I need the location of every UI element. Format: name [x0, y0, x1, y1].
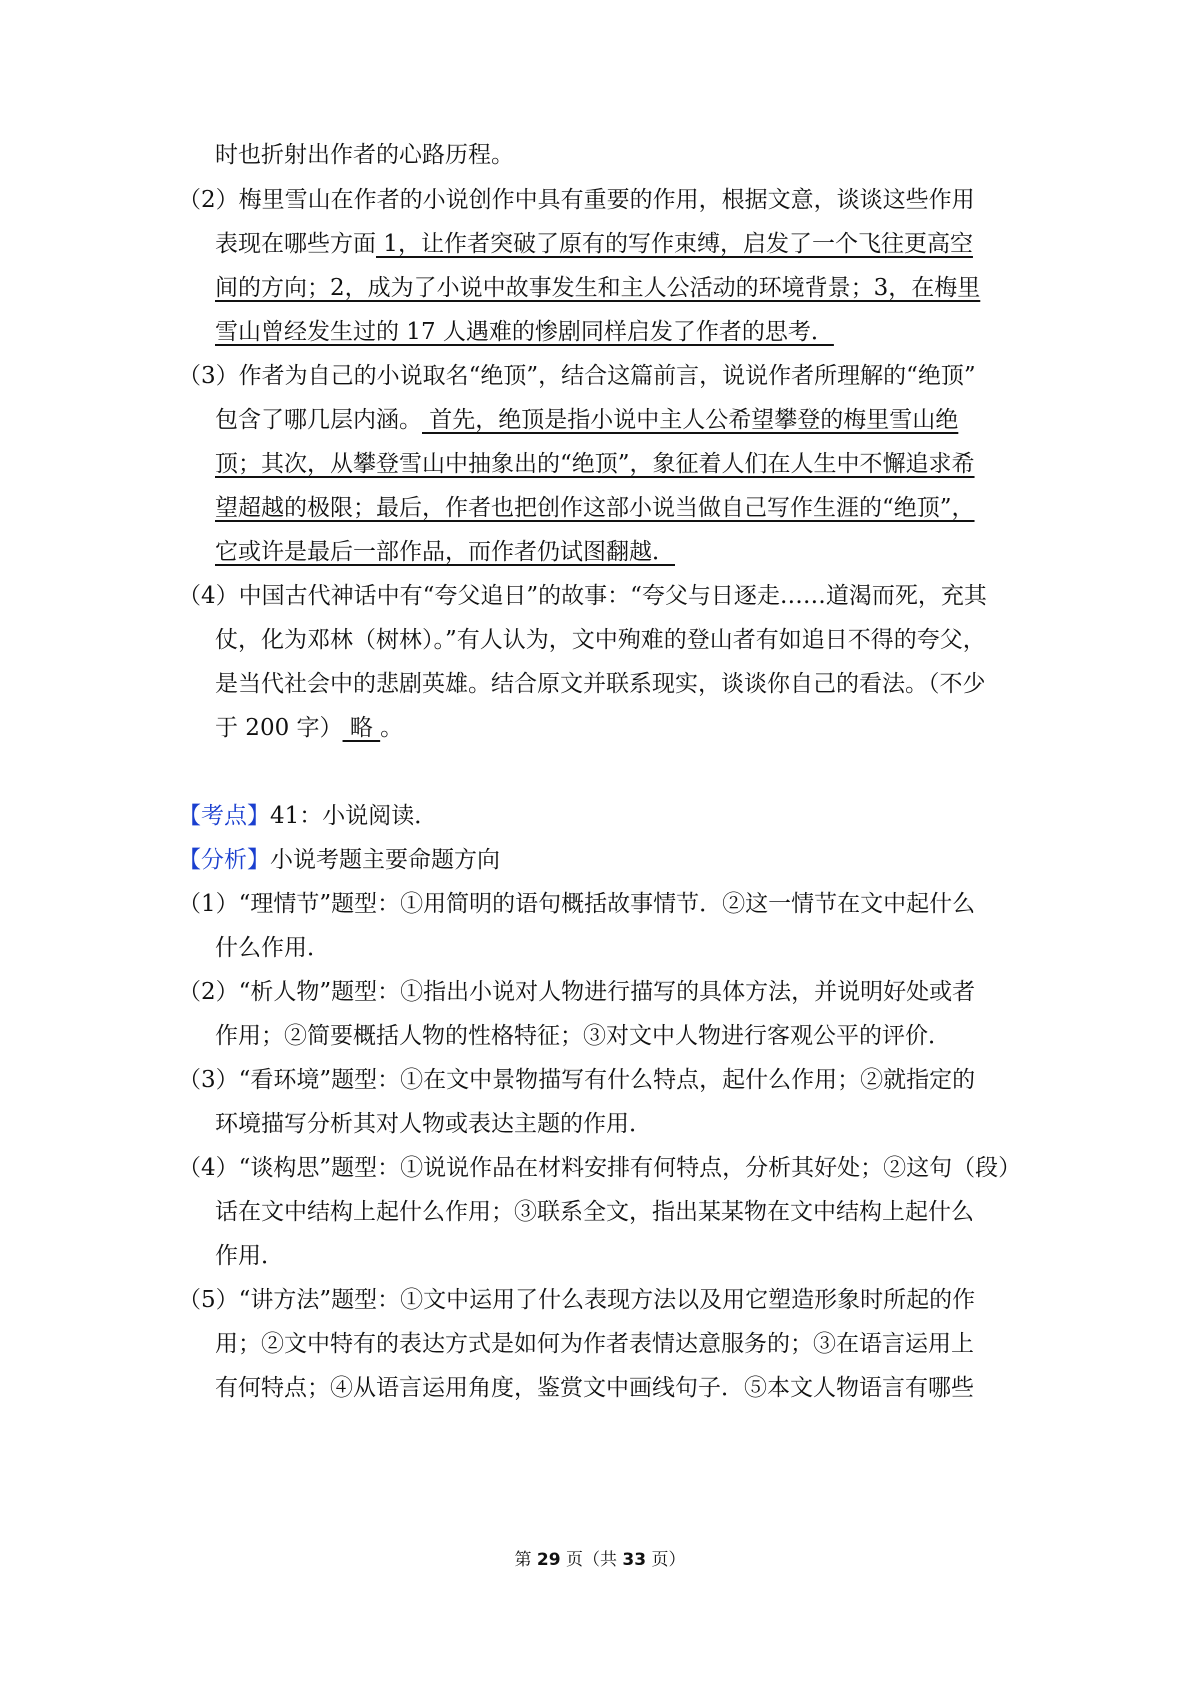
analysis-item-text: 有何特点；④从语言运用角度，鉴赏文中画线句子．⑤本文人物语言有哪些 [215, 1375, 974, 1401]
analysis-item-text: 作用；②简要概括人物的性格特征；③对文中人物进行客观公平的评价． [215, 1023, 951, 1049]
analysis-item-3-line-2 [0, 1109, 1200, 1139]
q2-question-text: 梅里雪山在作者的小说创作中具有重要的作用，根据文意，谈谈这些作用 [238, 187, 975, 213]
fenxi-text: 小说考题主要命题方向 [270, 847, 500, 873]
q1-tail-text: 时也折射出作者的心路历程。 [215, 142, 514, 168]
analysis-item-number: （5） [178, 1287, 239, 1313]
analysis-item-4-line-1 [0, 1153, 1200, 1183]
q3-answer-line-4: 它或许是最后一部作品，而作者仍试图翻越． [215, 539, 675, 565]
q3-question-text: 作者为自己的小说取名“绝顶”，结合这篇前言，说说作者所理解的“绝顶” [238, 363, 976, 389]
q4-question-text-4: 于 200 字） [215, 715, 343, 741]
analysis-item-2-line-1 [0, 977, 1200, 1007]
q3-answer-line-3: 望超越的极限；最后，作者也把创作这部小说当做自己写作生涯的“绝顶”， [215, 495, 975, 521]
q2-answer-line-1: 1，让作者突破了原有的写作束缚，启发了一个飞往更高空 [376, 231, 973, 257]
q2-line-2 [0, 229, 1200, 259]
q4-line-4 [0, 713, 1200, 743]
q3-line-3 [0, 449, 1200, 479]
q1-tail-line [0, 140, 1200, 170]
q4-line-3 [0, 669, 1200, 699]
q4-number: （4） [178, 583, 239, 609]
q3-line-1 [0, 361, 1200, 391]
kaodian-line [0, 801, 1200, 831]
q3-line-2 [0, 405, 1200, 435]
kaodian-text: 41：小说阅读． [270, 803, 438, 829]
q2-line-3 [0, 273, 1200, 303]
page-footer [0, 1548, 1200, 1572]
analysis-item-text: “理情节”题型：①用简明的语句概括故事情节．②这一情节在文中起什么 [238, 891, 976, 917]
q2-line-1 [0, 185, 1200, 215]
analysis-item-text: “看环境”题型：①在文中景物描写有什么特点，起什么作用；②就指定的 [238, 1067, 976, 1093]
current-page-number: 29 [536, 1550, 561, 1570]
footer-prefix: 第 [514, 1550, 537, 1570]
analysis-item-text: 什么作用． [215, 935, 330, 961]
analysis-item-5-line-1 [0, 1285, 1200, 1315]
q3-question-text-2: 包含了哪几层内涵。 [215, 407, 422, 433]
analysis-item-5-line-3 [0, 1373, 1200, 1403]
q3-answer-line-2: 顶；其次，从攀登雪山中抽象出的“绝顶”，象征着人们在人生中不懈追求希 [215, 451, 975, 477]
q2-question-text-2: 表现在哪些方面 [215, 231, 376, 257]
analysis-item-text: 用；②文中特有的表达方式是如何为作者表情达意服务的；③在语言运用上 [215, 1331, 974, 1357]
q3-answer-line-1: 首先，绝顶是指小说中主人公希望攀登的梅里雪山绝 [422, 407, 959, 433]
q4-answer: 略 [342, 715, 381, 741]
q4-period: 。 [380, 715, 404, 741]
analysis-item-5-line-2 [0, 1329, 1200, 1359]
analysis-item-1-line-2 [0, 933, 1200, 963]
analysis-item-text: 作用． [215, 1243, 284, 1269]
analysis-item-text: “讲方法”题型：①文中运用了什么表现方法以及用它塑造形象时所起的作 [238, 1287, 976, 1313]
analysis-item-number: （3） [178, 1067, 239, 1093]
kaodian-tag: 【考点】 [178, 803, 270, 829]
q4-line-1 [0, 581, 1200, 611]
analysis-item-2-line-2 [0, 1021, 1200, 1051]
analysis-item-number: （4） [178, 1155, 239, 1181]
total-page-number: 33 [622, 1550, 647, 1570]
analysis-item-text: “谈构思”题型：①说说作品在材料安排有何特点，分析其好处；②这句（段） [238, 1155, 1022, 1181]
analysis-item-4-line-3 [0, 1241, 1200, 1271]
analysis-item-text: “析人物”题型：①指出小说对人物进行描写的具体方法，并说明好处或者 [238, 979, 976, 1005]
analysis-item-number: （1） [178, 891, 239, 917]
analysis-item-text: 环境描写分析其对人物或表达主题的作用． [215, 1111, 652, 1137]
analysis-item-4-line-2 [0, 1197, 1200, 1227]
q2-answer-line-2: 间的方向；2，成为了小说中故事发生和主人公活动的环境背景；3，在梅里 [215, 275, 981, 301]
footer-suffix: 页） [646, 1550, 686, 1570]
analysis-item-text: 话在文中结构上起什么作用；③联系全文，指出某某物在文中结构上起什么 [215, 1199, 974, 1225]
q4-question-text-3: 是当代社会中的悲剧英雄。结合原文并联系现实，谈谈你自己的看法。（不少 [215, 671, 986, 697]
q4-question-text: 中国古代神话中有“夸父追日”的故事：“夸父与日逐走……道渴而死，充其 [238, 583, 987, 609]
analysis-item-3-line-1 [0, 1065, 1200, 1095]
q4-question-text-2: 仗，化为邓林（树林）。”有人认为，文中殉难的登山者有如追日不得的夸父， [215, 627, 986, 653]
q3-line-5 [0, 537, 1200, 567]
analysis-item-1-line-1 [0, 889, 1200, 919]
q2-number: （2） [178, 187, 239, 213]
fenxi-tag: 【分析】 [178, 847, 270, 873]
q2-line-4 [0, 317, 1200, 347]
q4-line-2 [0, 625, 1200, 655]
q3-line-4 [0, 493, 1200, 523]
q2-answer-line-3: 雪山曾经发生过的 17 人遇难的惨剧同样启发了作者的思考． [215, 319, 834, 345]
analysis-item-number: （2） [178, 979, 239, 1005]
q3-number: （3） [178, 363, 239, 389]
footer-middle: 页（共 [560, 1550, 623, 1570]
fenxi-line [0, 845, 1200, 875]
